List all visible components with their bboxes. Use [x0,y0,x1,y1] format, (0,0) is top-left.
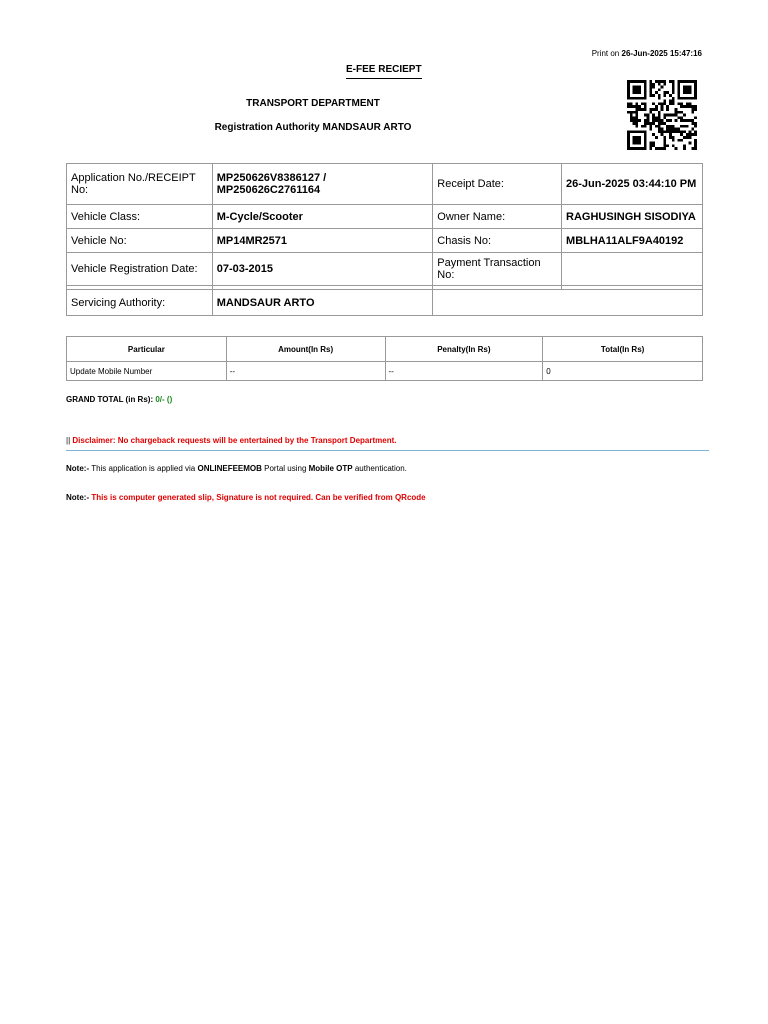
payment-txn-label: Payment Transaction No: [433,253,562,286]
disclaimer [66,436,396,445]
owner-name-label: Owner Name: [433,205,562,229]
qr-code-icon [627,80,697,150]
chasis-no-value: MBLHA11ALF9A40192 [562,229,703,253]
disclaimer-text: Disclaimer: No chargeback requests will be entertained by the Transport Department. [72,436,397,445]
note-portal [66,464,407,473]
fee-header-particular: Particular [67,337,227,362]
table-row [67,362,703,381]
servicing-value: MANDSAUR ARTO [212,290,433,316]
vehicle-no-value: MP14MR2571 [212,229,433,253]
servicing-empty-cell [433,290,703,316]
vehicle-class-label: Vehicle Class: [67,205,213,229]
fee-header-amount: Amount(In Rs) [226,337,385,362]
receipt-date-label: Receipt Date: [433,164,562,205]
owner-name-value: RAGHUSINGH SISODIYA [562,205,703,229]
print-timestamp [592,49,702,58]
receipt-date-value: 26-Jun-2025 03:44:10 PM [562,164,703,205]
fee-penalty: -- [385,362,543,381]
servicing-label: Servicing Authority: [67,290,213,316]
app-no-line-2: MP250626C2761164 [216,184,321,196]
app-no-value [212,164,433,205]
print-on-value: 26-Jun-2025 15:47:16 [621,49,702,58]
note-label: Note:- [66,493,90,502]
note-auth-method: Mobile OTP [308,464,353,473]
note-portal-name: ONLINEFEEMOB [197,464,262,473]
app-no-line-1: MP250626V8386127 / [216,172,327,184]
note-text: This is computer generated slip, Signature is not required. Can be verified from QRcode [89,493,426,502]
grand-total [66,395,172,404]
print-on-label: Print on [591,49,620,58]
fee-total: 0 [543,362,703,381]
fee-amount: -- [226,362,385,381]
page-title: E-FEE RECIEPT [346,64,422,79]
department-heading: TRANSPORT DEPARTMENT [246,98,380,109]
vehicle-class-value: M-Cycle/Scooter [212,205,433,229]
payment-txn-value [562,253,703,286]
grand-total-value: 0/- () [155,395,173,404]
note-text: Portal using [261,464,309,473]
disclaimer-prefix: || [66,436,71,445]
note-computer-generated [66,493,426,502]
authority-heading: Registration Authority MANDSAUR ARTO [214,122,412,133]
chasis-no-label: Chasis No: [433,229,562,253]
vehicle-no-label: Vehicle No: [67,229,213,253]
grand-total-label: GRAND TOTAL (in Rs): [66,395,154,404]
note-text: This application is applied via [89,464,198,473]
fee-table [66,336,703,381]
note-text: authentication. [352,464,407,473]
reg-date-label: Vehicle Registration Date: [67,253,213,286]
application-info-table [66,163,703,316]
note-label: Note:- [66,464,90,473]
fee-header-total: Total(In Rs) [543,337,703,362]
reg-date-value: 07-03-2015 [212,253,433,286]
divider [66,450,709,451]
app-no-label: Application No./RECEIPT No: [67,164,213,205]
fee-header-penalty: Penalty(In Rs) [385,337,543,362]
fee-particular: Update Mobile Number [67,362,227,381]
